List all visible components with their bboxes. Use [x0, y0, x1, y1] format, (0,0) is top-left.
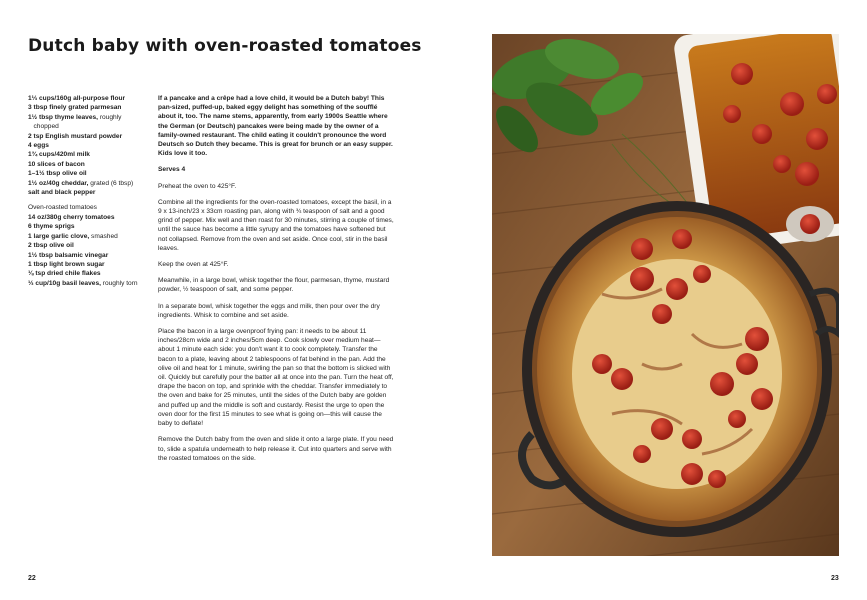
method-step: Meanwhile, in a large bowl, whisk together the flour, parmesan, thyme, mustard powder, ½ teaspoon of salt, and some pepper. [158, 277, 390, 294]
main-ingredients [28, 94, 148, 197]
ingredient-line: 2 tsp English mustard powder [28, 132, 123, 140]
ingredient-line: salt and black pepper [28, 189, 96, 197]
method-text [158, 94, 396, 470]
ingredient-line: 1⅓ cups/160g all-purpose flour [28, 95, 126, 102]
ingredient-line: 1 large garlic clove, smashed [28, 232, 118, 240]
ingredient-line: 2 tbsp olive oil [28, 242, 74, 250]
spoon [786, 206, 834, 242]
ingredients-list [28, 94, 148, 288]
method-step: Place the bacon in a large ovenproof frying pan: it needs to be about 11 inches/28cm wide and 2 inches/5cm deep. Cook slowly over medium heat—about 1 minute each side: you don't want it to cook completely. Transfer the bacon to a plate, leaving about 2 tablespoons of fat behind in the pan. Add the olive oil and heat for 1 minute, swirling the pan so that the bottom is slicked with oil. Quickly but carefully pour the batter all at once into the pan. Turn the heat off, drape the bacon on top, and sprinkle with the cheddar. Transfer immediately to the oven and bake for 25 minutes, until the sides of the Dutch baby are golden and puffed up and the middle is soft and custardy. Resist the urge to open the oven door for the first 15 minutes to see what is going on—this will cause the baby to deflate! [158, 328, 394, 428]
left-page-number: 22 [28, 575, 36, 582]
method-step: Combine all the ingredients for the oven-roasted tomatoes, except the basil, in a 9 x 13-inch/23 x 33cm roasting pan, along with ¾ teaspoon of salt and a good grind of pepper. Mix well and then roast for 30 minutes, stirring a couple of times, until the sauce has become a little syrupy and the tomatoes have softened but not collapsed. Remove from the oven and set aside. Once cool, stir in the basil leaves. [158, 198, 394, 252]
page-title: Dutch baby with oven-roasted tomatoes [28, 36, 422, 56]
method-step: Remove the Dutch baby from the oven and slide it onto a large plate. If you need to, slide a spatula underneath to help release it. Cut into quarters and serve with the roasted tomatoes on the side. [158, 436, 394, 462]
ingredient-line: ⅛ tsp dried chile flakes [28, 270, 101, 278]
ingredient-line: 1–1½ tbsp olive oil [28, 170, 87, 178]
section-heading: Oven-roasted tomatoes [28, 204, 97, 212]
ingredient-line: 6 thyme sprigs [28, 223, 75, 231]
ingredient-line: 1½ tbsp balsamic vinegar [28, 251, 109, 259]
recipe-intro: If a pancake and a crêpe had a love child, it would be a Dutch baby! This pan-sized, puffed-up, baked eggy delight has something of the soufflé about it, too. The name stems, apparently, from early 1900s Seattle where the German (or Deutsch) pancakes were being made by the owner of a family-owned restaurant. The child eating it couldn't pronounce the word Deutsch so Dutch they became. This is great for brunch or an easy supper. Kids love it too. [158, 95, 393, 158]
ingredient-line: 14 oz/380g cherry tomatoes [28, 213, 115, 221]
method-step: In a separate bowl, whisk together the eggs and milk, then pour over the dry ingredients. Whisk to combine and set aside. [158, 302, 380, 319]
ingredient-line: 10 slices of bacon [28, 160, 85, 168]
ingredient-line: 1½ tbsp thyme leaves, roughly chopped [28, 113, 122, 131]
ingredient-line: 1½ oz/40g cheddar, grated (6 tbsp) [28, 179, 134, 187]
method-step: Preheat the oven to 425°F. [158, 182, 237, 190]
ingredient-line: 3 tbsp finely grated parmesan [28, 104, 122, 112]
ingredient-line: 1¾ cups/420ml milk [28, 151, 90, 159]
right-page-number: 23 [831, 575, 839, 582]
method-step: Keep the oven at 425°F. [158, 261, 229, 269]
serves-label: Serves 4 [158, 166, 186, 174]
ingredient-line: ⅓ cup/10g basil leaves, roughly torn [28, 279, 138, 287]
dutch-baby-photo [492, 34, 839, 556]
tomato-ingredients [28, 203, 148, 288]
ingredient-line: 1 tbsp light brown sugar [28, 260, 105, 268]
ingredient-line: 4 eggs [28, 142, 49, 150]
